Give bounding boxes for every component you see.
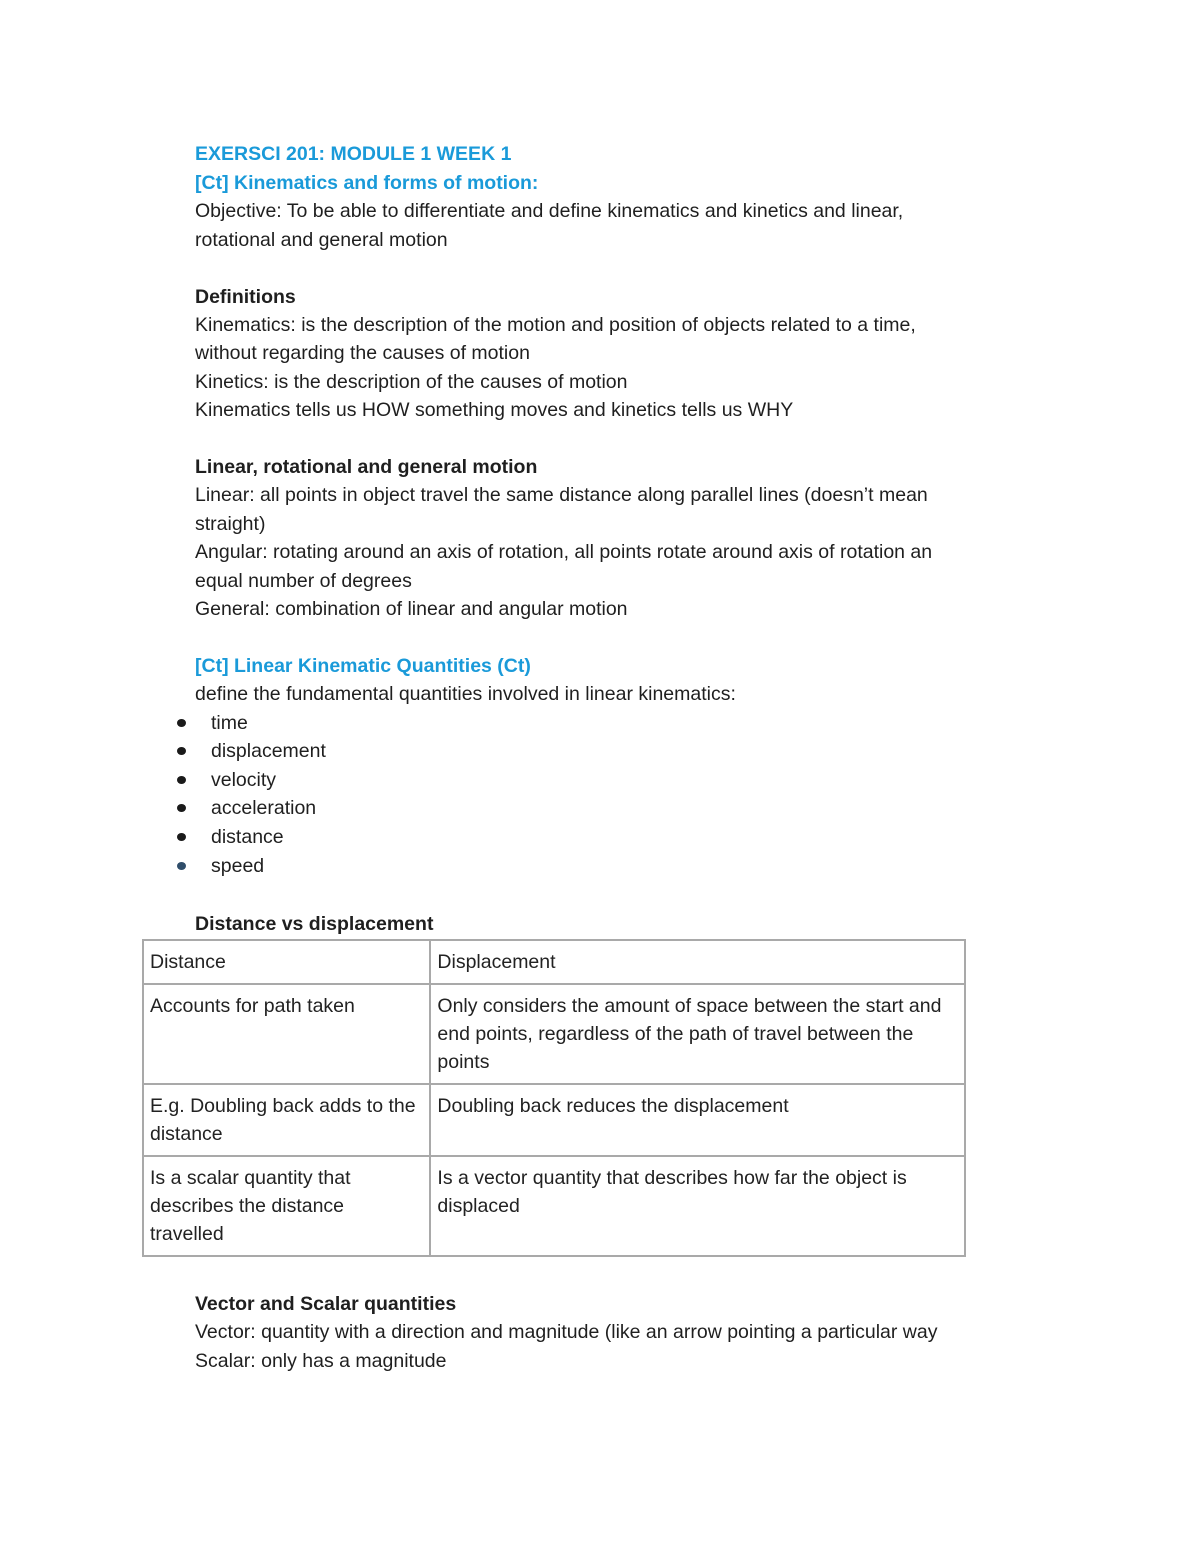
vector-scalar-section — [195, 1290, 1045, 1375]
motion-heading: Linear, rotational and general motion — [195, 456, 538, 479]
table-cell: E.g. Doubling back adds to the distance — [143, 1084, 430, 1156]
table-row — [143, 940, 965, 984]
bullet-icon — [177, 862, 186, 870]
bullet-icon — [177, 747, 186, 755]
spacer — [195, 425, 1025, 453]
table-cell: Distance — [143, 940, 430, 984]
list-item — [195, 709, 1025, 738]
document-title: EXERSCI 201: MODULE 1 WEEK 1 — [195, 143, 512, 165]
table-cell: Is a scalar quantity that describes the distance travelled — [143, 1156, 430, 1256]
document-body — [195, 139, 1025, 880]
definition-line: without regarding the causes of motion — [195, 342, 530, 365]
table-cell: Displacement — [430, 940, 965, 984]
definition-line: Kinematics: is the description of the motion and position of objects related to a time, — [195, 314, 916, 337]
table-row — [143, 1084, 965, 1156]
vector-scalar-heading: Vector and Scalar quantities — [195, 1293, 457, 1315]
list-item — [195, 852, 1025, 881]
table-cell: Only considers the amount of space between the start and end points, regardless of the path of travel between the points — [430, 984, 965, 1084]
objective-line: Objective: To be able to differentiate and define kinematics and kinetics and linear, — [195, 200, 904, 223]
table-cell: Is a vector quantity that describes how far the object is displaced — [430, 1156, 965, 1256]
list-item — [195, 794, 1025, 823]
bullet-icon — [177, 833, 186, 841]
motion-line: straight) — [195, 512, 266, 535]
bullet-icon — [177, 776, 186, 784]
list-item-text: speed — [211, 854, 265, 877]
list-item-text: acceleration — [211, 797, 317, 820]
distance-displacement-table — [142, 939, 966, 1257]
vector-scalar-line: Scalar: only has a magnitude — [195, 1349, 447, 1372]
list-item — [195, 823, 1025, 852]
table-cell: Doubling back reduces the displacement — [430, 1084, 965, 1156]
list-item — [195, 766, 1025, 795]
quantities-intro: define the fundamental quantities involved in linear kinematics: — [195, 683, 736, 706]
table-heading: Distance vs displacement — [195, 913, 434, 935]
definition-line: Kinematics tells us HOW something moves and kinetics tells us WHY — [195, 399, 794, 422]
table-row — [143, 1156, 965, 1256]
motion-line: General: combination of linear and angular motion — [195, 598, 628, 621]
definition-line: Kinetics: is the description of the causes of motion — [195, 370, 628, 393]
list-item-text: displacement — [211, 740, 326, 763]
section-heading-kinematics: [Ct] Kinematics and forms of motion: — [195, 172, 539, 194]
table-row — [143, 984, 965, 1084]
table-cell: Accounts for path taken — [143, 984, 430, 1084]
motion-line: Linear: all points in object travel the same distance along parallel lines (doesn’t mean — [195, 484, 928, 507]
list-item-text: distance — [211, 826, 284, 849]
section-heading-linear-quantities: [Ct] Linear Kinematic Quantities (Ct) — [195, 654, 531, 677]
spacer — [195, 254, 1025, 282]
list-item-text: time — [211, 711, 248, 734]
bullet-icon — [177, 804, 186, 812]
list-item-text: velocity — [211, 768, 277, 791]
objective-line: rotational and general motion — [195, 228, 448, 251]
vector-scalar-line: Vector: quantity with a direction and magnitude (like an arrow pointing a particular way — [195, 1321, 938, 1344]
bullet-icon — [177, 719, 186, 727]
list-item — [195, 737, 1025, 766]
quantities-list — [195, 709, 1025, 881]
spacer — [195, 623, 1025, 651]
definitions-heading: Definitions — [195, 285, 296, 308]
motion-line: Angular: rotating around an axis of rotation, all points rotate around axis of rotation an — [195, 541, 933, 564]
motion-line: equal number of degrees — [195, 569, 412, 592]
